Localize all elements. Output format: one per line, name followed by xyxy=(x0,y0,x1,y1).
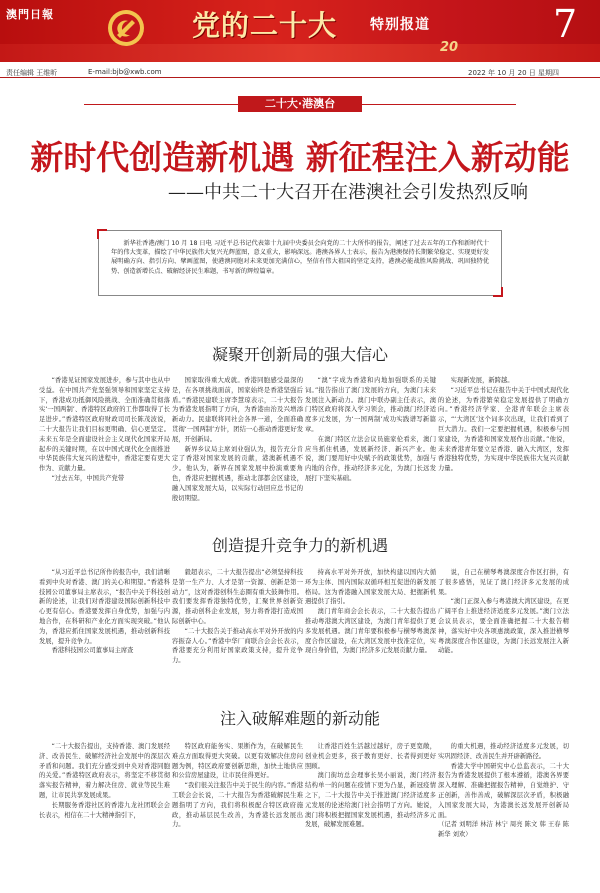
lead-paragraph: 新华社香港/澳门 10 月 18 日电 习近平总书记代表第十九届中央委员会向党的二十大所作的报告，阐述了过去五年的工作和新时代十年的伟大变革，描绘了中华民族伟大复兴光辉蓝图，意义重大，影响深远。港澳各界人士表示，报告为港澳保持长期繁荣稳定、实现更好发展明确方向、指引方向、擘画蓝图，使港澳同胞对未来更加充满信心，坚信有伟大祖国的坚定支持，港澳必能战胜风险挑战、巩固独特优势、创造新增长点、破解经济民生难题，书写新的辉煌篇章。 xyxy=(111,240,489,275)
article-column xyxy=(39,742,170,886)
paragraph: “香港见证国家发展进步，参与其中也从中受益。在中国共产党坚强领导和国家坚定支持下，香港成功抵御风险挑战、全面准确贯彻落实‘一国两制’、香港特区政府的工作都取得了长足进步。”香港特区政府财政司司长陈茂波说，二十大报告让我们目标更明确、信心更坚定。未来五年是全面建设社会主义现代化国家开局起步的关键时期，在以中国式现代化全面推进中华民族伟大复兴的进程中，香港定要有更大作为、贡献力量。 xyxy=(39,377,170,473)
article-column xyxy=(438,742,569,886)
article-column xyxy=(305,742,436,886)
paragraph: “澳门正深入参与粤港澳大湾区建设，在更广阔平台上推进经济适度多元发展。”澳门立法会议员表示，要全面准确把握二十大报告精神，落实好中央各项惠澳政策，深入推进横琴粤澳深度合作区建设，为澳门长远发展注入新动能。 xyxy=(438,598,569,655)
article-column xyxy=(438,568,569,680)
subheadline: ——中共二十大召开在港澳社会引发热烈反响 xyxy=(168,182,528,203)
paragraph: 香港大学中国研究中心总监表示，二十大报告为香港发展提供了根本遵循，港澳各界要深入理解、准确把握报告精神，自觉维护、守正创新，善作善成，破解深层次矛盾，积极融入国家发展大局，为港澳长远发展开创新局面。 xyxy=(438,762,569,819)
section-banner xyxy=(0,0,600,62)
editor-credit: 责任编辑 王维昕 xyxy=(6,69,58,77)
article-column xyxy=(39,376,170,502)
byline: （记者 刘明洋 林洁 林宁 周亮 陈文 韩 王春 陈新华 刘欢） xyxy=(438,821,569,839)
corner-mark xyxy=(97,229,107,239)
paragraph: 特区政府能务实、果断作为，在破解民生难点方面取得更大突破。以更有效解决住房问题为例，特区政府要创新思维，加快土地供应和公营房屋建设，让市民住得更好。 xyxy=(172,743,303,780)
paragraph: 说，自己在横琴粤澳深度合作区打拼，有了很多感悟，见证了澳门经济多元发展的成果。 xyxy=(438,569,569,596)
section-title-1: 凝聚开创新局的强大信心 xyxy=(211,345,388,364)
lead-paragraph-box xyxy=(98,230,502,296)
paragraph: “我们很关注报告中关于民生的内容。”香港工联会会长说，二十大报告为香港破解民生难题指明了方向，我们将积极配合特区政府施政，推动基层民生改善，为香港长远发展出力。 xyxy=(172,782,303,829)
paragraph: 国家取得重大成就。香港同胞感受最深的是，在各项挑战面前，国家始终是香港坚强后盾。”香港民建联主席李慧琼表示，二十大报告为香港发展指明了方向，为香港由治及兴增添新动力。民建联将同社会各界一道，全面准确贯彻‘一国两制’方针，团结一心推动香港更好发展，开创新局。 xyxy=(172,377,303,443)
headline: 新时代创造新机遇 新征程注入新动能 xyxy=(30,138,570,177)
paragraph: 让香港百姓生活越过越好，房子更宽敞，创业机会更多，孩子教育更好、长者得到更好照顾。 xyxy=(305,743,436,770)
paragraph: 实现新发展，新跨越。 xyxy=(450,377,514,384)
paragraph: “习近平总书记在报告中关于中国式现代化的论述，为香港繁荣稳定发展提供了明确方向。”香港经济学家、全港青年联会主席表示，“‘大湾区’这个词多次出现，让我们看到了巨大潜力。我们一定要把握机遇，积极参与国家建设，为香港和国家发展作出贡献。”他说，未来香港青年要立足香港、融入大湾区，发挥香港独特优势，为实现中华民族伟大复兴贡献力量。 xyxy=(438,386,569,473)
section-title-2: 创造提升竞争力的新机遇 xyxy=(211,536,388,555)
paragraph: “澳”字成为香港和内地加强联系的关键词。”报告指出了澳门发展的方向，为澳门未来发展注入新动力。澳门中联办副主任表示，澳门特区政府将深入学习领会，推动澳门经济适度多元发展，为‘一国两制’成功实践谱写新篇章。 xyxy=(305,377,436,433)
banner-subtitle: 特别报道 xyxy=(370,17,430,33)
issue-date: 2022 年 10 月 20 日 星期四 xyxy=(468,69,559,77)
banner-stripe xyxy=(0,44,600,62)
page-number: 7 xyxy=(553,2,578,46)
paragraph: 澳门街坊总会理事长吴小丽说，澳门经济结构单一的问题在疫情下更为凸显，新冠疫情之下，二十大报告中关于推进澳门经济适度多元发展的论述给澳门社会指明了方向。她说，澳门将积极把握国家发展机遇，推动经济多元发展，破解发展难题。 xyxy=(305,772,436,829)
banner-title: 党的二十大 xyxy=(192,9,338,42)
party-emblem-icon xyxy=(106,8,146,48)
article-column xyxy=(438,376,569,502)
paragraph: 在澳门特区立法会议员施家伦看来，澳门应当抓住机遇，发展新经济、新兴产业。他说，澳门要用好中央赋予的政策优势，加强与内地的合作，推动经济多元化，为澳门长远发展打下坚实基础。 xyxy=(305,435,436,482)
article-column xyxy=(172,568,303,680)
paragraph: “二十大报告关于推动高水平对外开放的内容振奋人心。”香港中华厂商联合会会长表示，香港要充分利用好国家政策支持，提升竞争力。 xyxy=(172,627,303,665)
article-column xyxy=(305,376,436,502)
anniversary-mark: 20 xyxy=(440,40,459,55)
info-bar xyxy=(0,66,600,78)
paragraph: 长期服务香港社区的香港九龙社团联会会长表示，相信在二十大精神指引下， xyxy=(39,801,170,819)
paragraph: “过去五年，中国共产党带 xyxy=(51,474,125,482)
column-tag: 二十大·港澳台 xyxy=(238,96,362,112)
paragraph: 持高水平对外开放，加快构建以国内大循环为主体、国内国际双循环相互促进的新发展格局。这为香港融入国家发展大局、把握新机遇提供了指引。 xyxy=(305,569,436,606)
article-column xyxy=(305,568,436,680)
newspaper-logo: 澳門日報 xyxy=(6,8,54,21)
paragraph: “从习近平总书记所作的报告中，我们清晰看到中央对香港、澳门的关心和期望。”香港科技园公司董事局主席表示，“报告中关于科技创新的论述，让我们对香港建设国际创新科技中心更有信心。香港要发挥自身优势，加强与内地合作，在科研和产业化方面实现突破。”他认为，香港应抓住国家发展机遇，推动创新科技发展，提升竞争力。 xyxy=(39,569,170,645)
paragraph: 澳门青年商会会长表示，二十大报告提出推动粤港澳大湾区建设，为澳门青年提供了更多发展机遇。澳门青年要积极参与横琴粤澳深度合作区建设，在大湾区发展中找准定位，实现自身价值，为澳门经济多元发展贡献力量。 xyxy=(305,608,436,655)
paragraph: 的重大机遇，推动经济适度多元发展，切实巩固经济、改善民生并开辟新路径。 xyxy=(438,743,569,760)
section-title-3: 注入破解难题的新动能 xyxy=(219,709,380,728)
paragraph: 毅超表示，二十大报告提出“必须坚持科技是第一生产力、人才是第一资源、创新是第一动力”，这对香港创科生态圈有重大鼓舞作用。我们要发挥香港独特优势，汇聚世界创新资源，推动创科企业发展，努力将香港打造成国际创新中心。 xyxy=(172,569,303,625)
editor-email: E-mail:bjb@xwb.com xyxy=(88,68,162,76)
article-column xyxy=(172,742,303,886)
paragraph: 香港科技园公司董事局主席查 xyxy=(51,647,134,655)
article-column xyxy=(39,568,170,680)
article-column xyxy=(172,376,303,502)
corner-mark xyxy=(493,287,503,297)
paragraph: 新界乡议局主席刘业强认为，报告充分肯定了香港对国家发展的贡献，港澳新机遇不少。他认为，新界在国家发展中扮演重要角色，香港应把握机遇，推动北部都会区建设，融入国家发展大局，以实际行动回应总书记的殷切期望。 xyxy=(172,445,303,502)
paragraph: “二十大报告提出，支持香港、澳门发展经济、改善民生、破解经济社会发展中的深层次矛盾和问题。我们充分感受到中央对香港同胞的关爱。”香港特区政府表示，将坚定不移贯彻落实报告精神，着力解决住房、就业等民生难题，让市民共享发展成果。 xyxy=(39,743,170,799)
